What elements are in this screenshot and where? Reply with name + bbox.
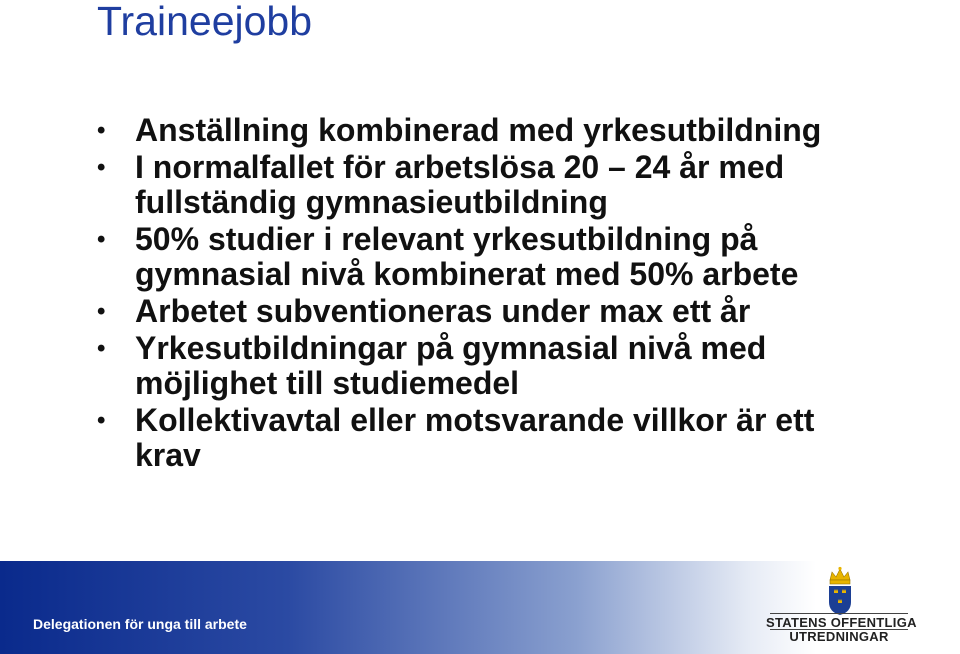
slide-title: Traineejobb [97,0,313,44]
bullet-item: • Arbetet subventioneras under max ett år [97,294,877,329]
bullet-item: • Kollektivavtal eller motsvarande villkor är ett krav [97,403,877,473]
bullet-list [97,113,877,475]
crown-shield-icon [826,566,854,616]
bullet-item: • Yrkesutbildningar på gymnasial nivå med möjlighet till studiemedel [97,331,877,401]
bullet-item: • 50% studier i relevant yrkesutbildning på gymnasial nivå kombinerat med 50% arbete [97,222,877,292]
logo-text-line2: UTREDNINGAR [789,629,889,644]
bullet-item: • I normalfallet för arbetslösa 20 – 24 år med fullständig gymnasieutbildning [97,150,877,220]
sou-logo [766,566,917,648]
logo-divider [770,613,908,614]
footer-organization: Delegationen för unga till arbete [33,616,247,632]
logo-text-line1: STATENS OFFENTLIGA [766,615,917,630]
bullet-item: • Anställning kombinerad med yrkesutbildning [97,113,877,148]
